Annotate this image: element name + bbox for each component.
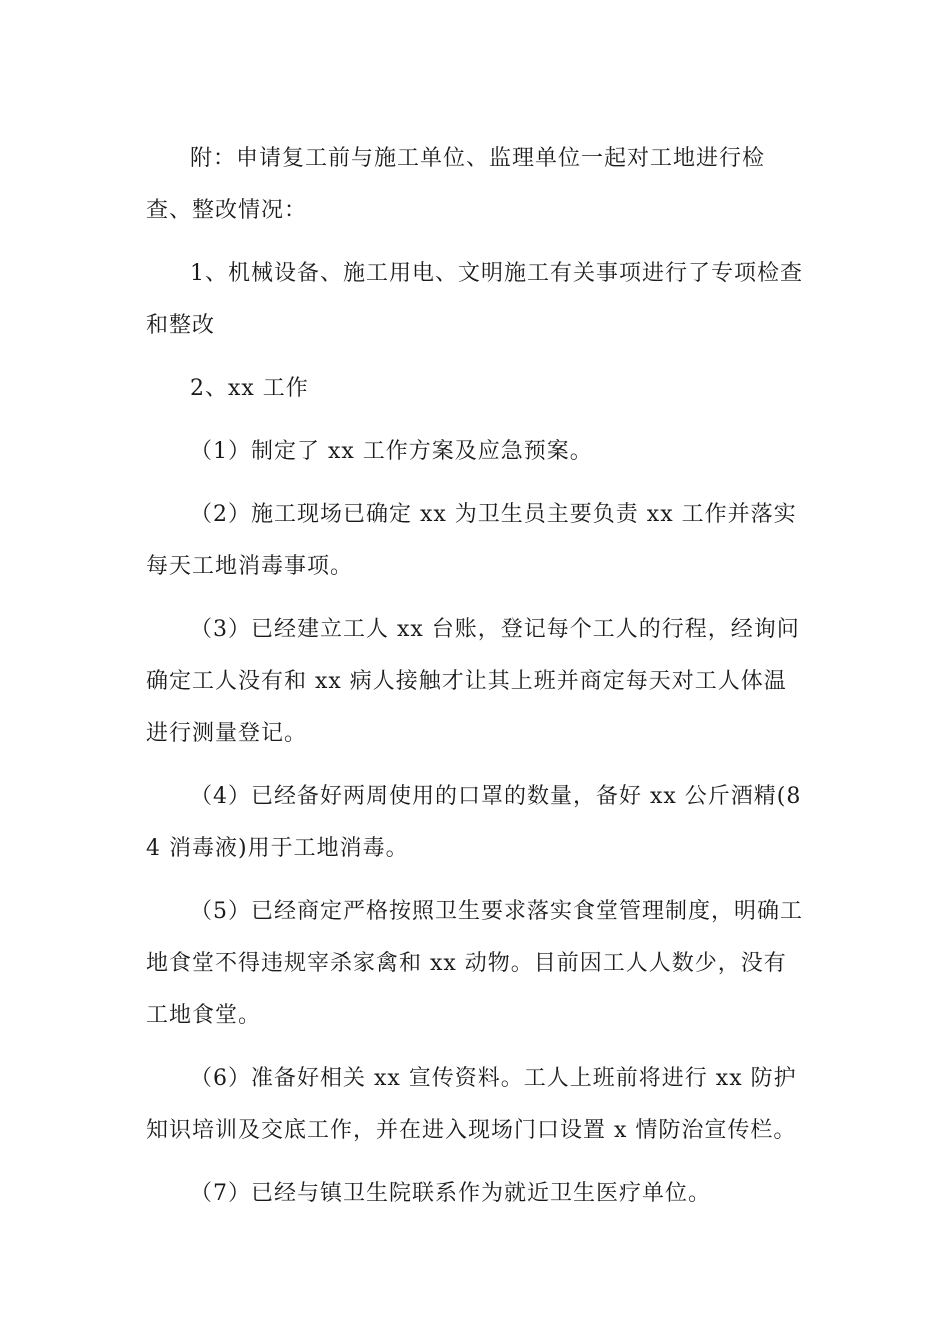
sub-item-1-paragraph: （1）制定了 xx 工作方案及应急预案。: [190, 439, 593, 464]
item-2-heading: 2、xx 工作: [190, 376, 309, 401]
intro-paragraph: 附：申请复工前与施工单位、监理单位一起对工地进行检查、整改情况：: [146, 146, 766, 223]
sub-item-5-paragraph: （5）已经商定严格按照卫生要求落实食堂管理制度，明确工地食堂不得违规宰杀家禽和 xx 动物。目前因工人人数少，没有工地食堂。: [146, 899, 803, 1028]
sub-item-2-paragraph: （2）施工现场已确定 xx 为卫生员主要负责 xx 工作并落实每天工地消毒事项。: [146, 502, 797, 579]
sub-item-4-paragraph: （4）已经备好两周使用的口罩的数量，备好 xx 公斤酒精(84 消毒液)用于工地消毒。: [146, 784, 802, 861]
sub-item-7-paragraph: （7）已经与镇卫生院联系作为就近卫生医疗单位。: [190, 1181, 711, 1206]
item-1-paragraph: 1、机械设备、施工用电、文明施工有关事项进行了专项检查和整改: [146, 261, 803, 338]
document-body: [146, 133, 806, 1220]
sub-item-6-paragraph: （6）准备好相关 xx 宣传资料。工人上班前将进行 xx 防护知识培训及交底工作，并在进入现场门口设置 x 情防治宣传栏。: [146, 1066, 797, 1143]
sub-item-3-paragraph: （3）已经建立工人 xx 台账，登记每个工人的行程，经询问确定工人没有和 xx 病人接触才让其上班并商定每天对工人体温进行测量登记。: [146, 617, 800, 746]
